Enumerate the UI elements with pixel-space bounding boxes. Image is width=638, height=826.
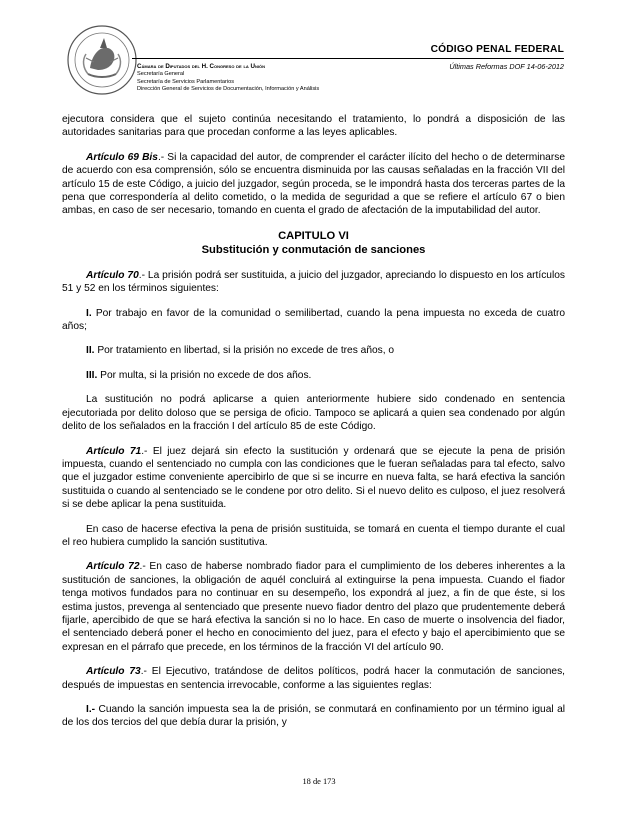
article-text: .- El Ejecutivo, tratándose de delitos políticos, podrá hacer la conmutación de sanciones, después de impuestas en sentencia irrevocable, conforme a las siguientes reglas: xyxy=(62,666,565,691)
chapter-number: CAPITULO VI xyxy=(278,229,349,242)
page-number: 18 de 173 xyxy=(302,777,336,786)
header-rule xyxy=(132,58,564,59)
fraction-text: Cuando la sanción impuesta sea la de prisión, se conmutará en confinamiento por un término igual al de los dos tercios del que debía durar la prisión, y xyxy=(62,704,565,729)
article-heading: Artículo 70 xyxy=(86,269,139,281)
document-title: CÓDIGO PENAL FEDERAL xyxy=(430,44,564,55)
article-72 xyxy=(62,560,565,654)
org-line-1: Cámara de Diputados del H. Congreso de la Unión xyxy=(137,63,265,70)
article-text: .- El juez dejará sin efecto la sustitución y ordenará que se ejecute la pena de prisión impuesta, cuando el sentenciado no cumpla con las condiciones que le fueran señaladas para tal efecto, salvo que el juzgador estime conveniente apercibirlo de que si se incurre en nueva falta, se hará efectiva la sanción sustituida o cuando al sentenciado se le condene por otro delito. Si el nuevo delito es culposo, el juez resolverá si se debe aplicar la pena sustituida. xyxy=(62,445,566,511)
coat-of-arms-seal-icon xyxy=(66,24,138,96)
article-69-bis xyxy=(62,151,565,218)
document-body xyxy=(62,113,565,741)
fraction-i xyxy=(62,703,565,730)
article-text: .- Si la capacidad del autor, de comprender el carácter ilícito del hecho o de determinarse de acuerdo con esa comprensión, sólo se encuentra disminuida por las causas señaladas en la fracción VII del artículo 15 de este Código, a juicio del juzgador, según proceda, se le impondrá hasta dos terceras partes de la pena que correspondería al delito cometido, o la medida de seguridad a que se refiere el artículo 67 o bien ambas, en caso de ser necesario, tomando en cuenta el grado de afectación de la imputabilidad del autor. xyxy=(62,151,565,217)
fraction-number: I. xyxy=(86,307,92,319)
article-71 xyxy=(62,445,565,512)
org-line-3: Secretaría de Servicios Parlamentarios xyxy=(137,78,235,85)
article-70 xyxy=(62,269,565,296)
article-text: .- En caso de haberse nombrado fiador para el cumplimiento de los deberes inherentes a la sustitución de sanciones, la obligación de aquél concluirá al extinguirse la pena impuesta. Cuando el fiador tenga motivos fundados para no continuar en su desempeño, los expondrá al juez, a fin de que éste, si los estima justos, prevenga al sentenciado que presente nuevo fiador dentro del plazo que prudentemente deberá fijarle, apercibido de que se hará efectiva la sanción si no lo hace. En caso de muerte o insolvencia del fiador, el sentenciado deberá poner el hecho en conocimiento del juez, para el efecto y bajo el apercibimiento que se expresan en el párrafo que precede, en los términos de la fracción VI del artículo 90. xyxy=(62,561,565,653)
fraction-text: Por tratamiento en libertad, si la prisión no excede de tres años, o xyxy=(94,345,395,357)
org-line-4: Dirección General de Servicios de Documentación, Información y Análisis xyxy=(137,85,320,92)
article-heading: Artículo 69 Bis xyxy=(86,151,158,163)
fraction-text: Por trabajo en favor de la comunidad o semilibertad, cuando la pena impuesta no exceda de cuatro años; xyxy=(62,307,565,333)
chapter-title: Substitución y conmutación de sanciones xyxy=(201,244,426,257)
fraction-iii xyxy=(62,369,565,382)
fraction-number: I.- xyxy=(86,704,96,715)
paragraph: La sustitución no podrá aplicarse a quien anteriormente hubiere sido condenado en sentencia ejecutoriada por delito doloso que se persiga de oficio. Tampoco se aplicará a quien sea condenado por algún delito de los señalados en la fracción I del artículo 85 de este Código. xyxy=(62,394,565,433)
article-heading: Artículo 73 xyxy=(86,666,141,678)
org-line-2: Secretaría General xyxy=(137,71,185,78)
last-reform-date: Últimas Reformas DOF 14-06-2012 xyxy=(449,62,564,71)
fraction-number: III. xyxy=(86,369,98,381)
fraction-ii xyxy=(62,344,565,357)
paragraph: ejecutora considera que el sujeto continúa necesitando el tratamiento, lo pondrá a disposición de las autoridades sanitarias para que procedan conforme a las leyes aplicables. xyxy=(62,114,565,139)
issuing-organization xyxy=(137,63,319,93)
paragraph: En caso de hacerse efectiva la pena de prisión sustituida, se tomará en cuenta el tiempo durante el cual el reo hubiera cumplido la sanción sustitutiva. xyxy=(62,523,565,548)
article-73 xyxy=(62,665,565,692)
fraction-text: Por multa, si la prisión no excede de dos años. xyxy=(97,369,312,381)
article-heading: Artículo 71 xyxy=(86,445,142,457)
article-text: .- La prisión podrá ser sustituida, a juicio del juzgador, apreciando lo dispuesto en los artículos 51 y 52 en los términos siguientes: xyxy=(62,269,565,295)
fraction-i xyxy=(62,307,565,334)
chapter-heading xyxy=(62,229,565,258)
fraction-number: II. xyxy=(86,345,95,357)
article-heading: Artículo 72 xyxy=(86,561,140,573)
